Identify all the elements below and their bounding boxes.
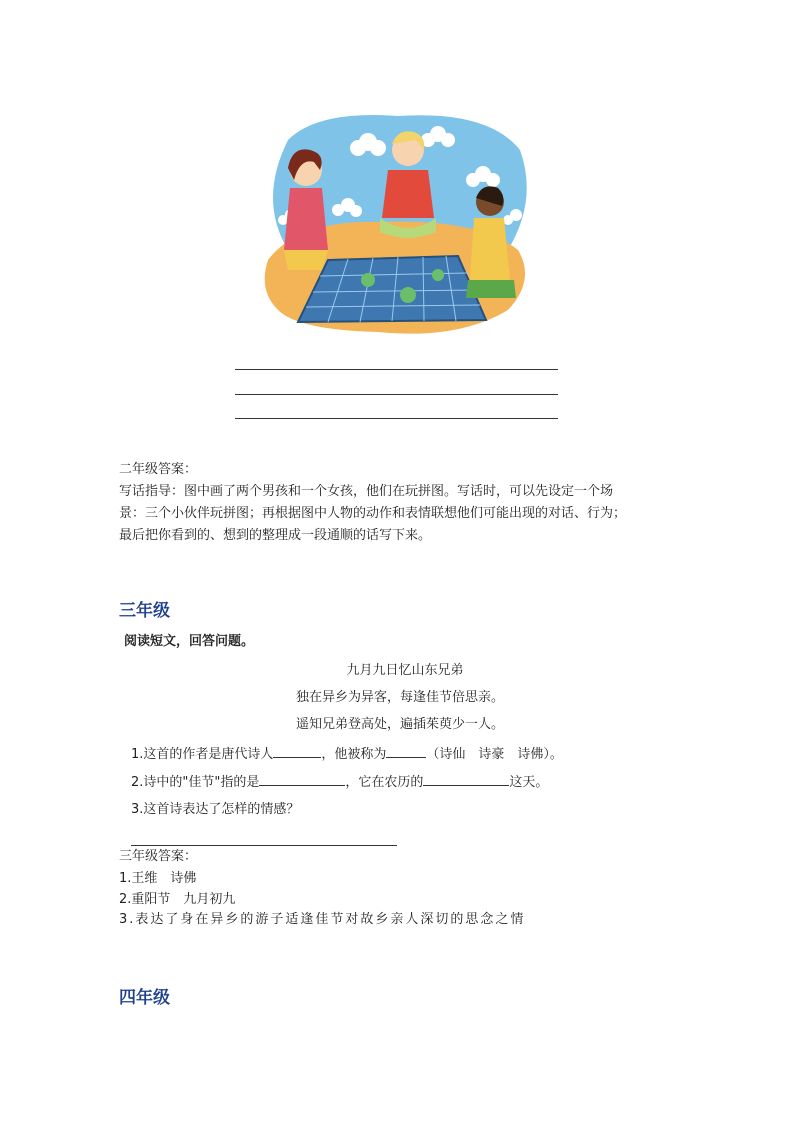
poem-line-1: 独在异乡为异客，每逢佳节倍思亲。 [295,690,504,705]
q1-blank-title[interactable] [386,743,426,758]
q2-suffix: 这天。 [509,775,549,790]
q1-middle: ，他被称为 [321,747,387,762]
question-2 [131,771,548,794]
writing-line-3 [235,418,558,419]
question-3: 3.这首诗表达了怎样的情感？ [131,802,300,817]
writing-line-1 [235,369,558,370]
q2-middle: ，它在农历的 [345,775,424,790]
grade2-answer-label: 二年级答案： [119,462,198,477]
grade3-heading: 三年级 [119,601,170,621]
kids-puzzle-illustration [258,110,536,342]
grade2-guide-line-1: 写话指导：图中画了两个男孩和一个女孩，他们在玩拼图。写话时，可以先设定一个场 [119,484,614,499]
grade3-answer-3: 3.表达了身在异乡的游子适逢佳节对故乡亲人深切的思念之情 [119,912,526,927]
grade2-guide-line-2: 景：三个小伙伴玩拼图；再根据图中人物的动作和表情联想他们可能出现的对话、行为； [119,506,627,521]
grade3-answer-2: 2.重阳节 九月初九 [119,892,236,907]
q1-suffix: （诗仙 诗豪 诗佛）。 [426,747,563,762]
q2-blank-date[interactable] [423,771,509,786]
q2-prefix: 2.诗中的"佳节"指的是 [131,775,260,790]
grade2-guide-line-3: 最后把你看到的、想到的整理成一段通顺的话写下来。 [119,528,432,543]
q1-blank-author[interactable] [273,743,321,758]
question-1 [131,743,563,766]
grade3-instruction: 阅读短文，回答问题。 [124,634,255,649]
poem-title: 九月九日忆山东兄弟 [346,663,464,678]
writing-line-2 [235,394,558,395]
q1-prefix: 1.这首的作者是唐代诗人 [131,747,274,762]
grade4-heading: 四年级 [119,988,170,1008]
poem-line-2: 遥知兄弟登高处，遍插茱萸少一人。 [295,717,504,732]
q2-blank-festival[interactable] [259,771,345,786]
grade3-answer-1: 1.王维 诗佛 [119,871,197,886]
grade3-answer-label: 三年级答案： [119,849,198,864]
